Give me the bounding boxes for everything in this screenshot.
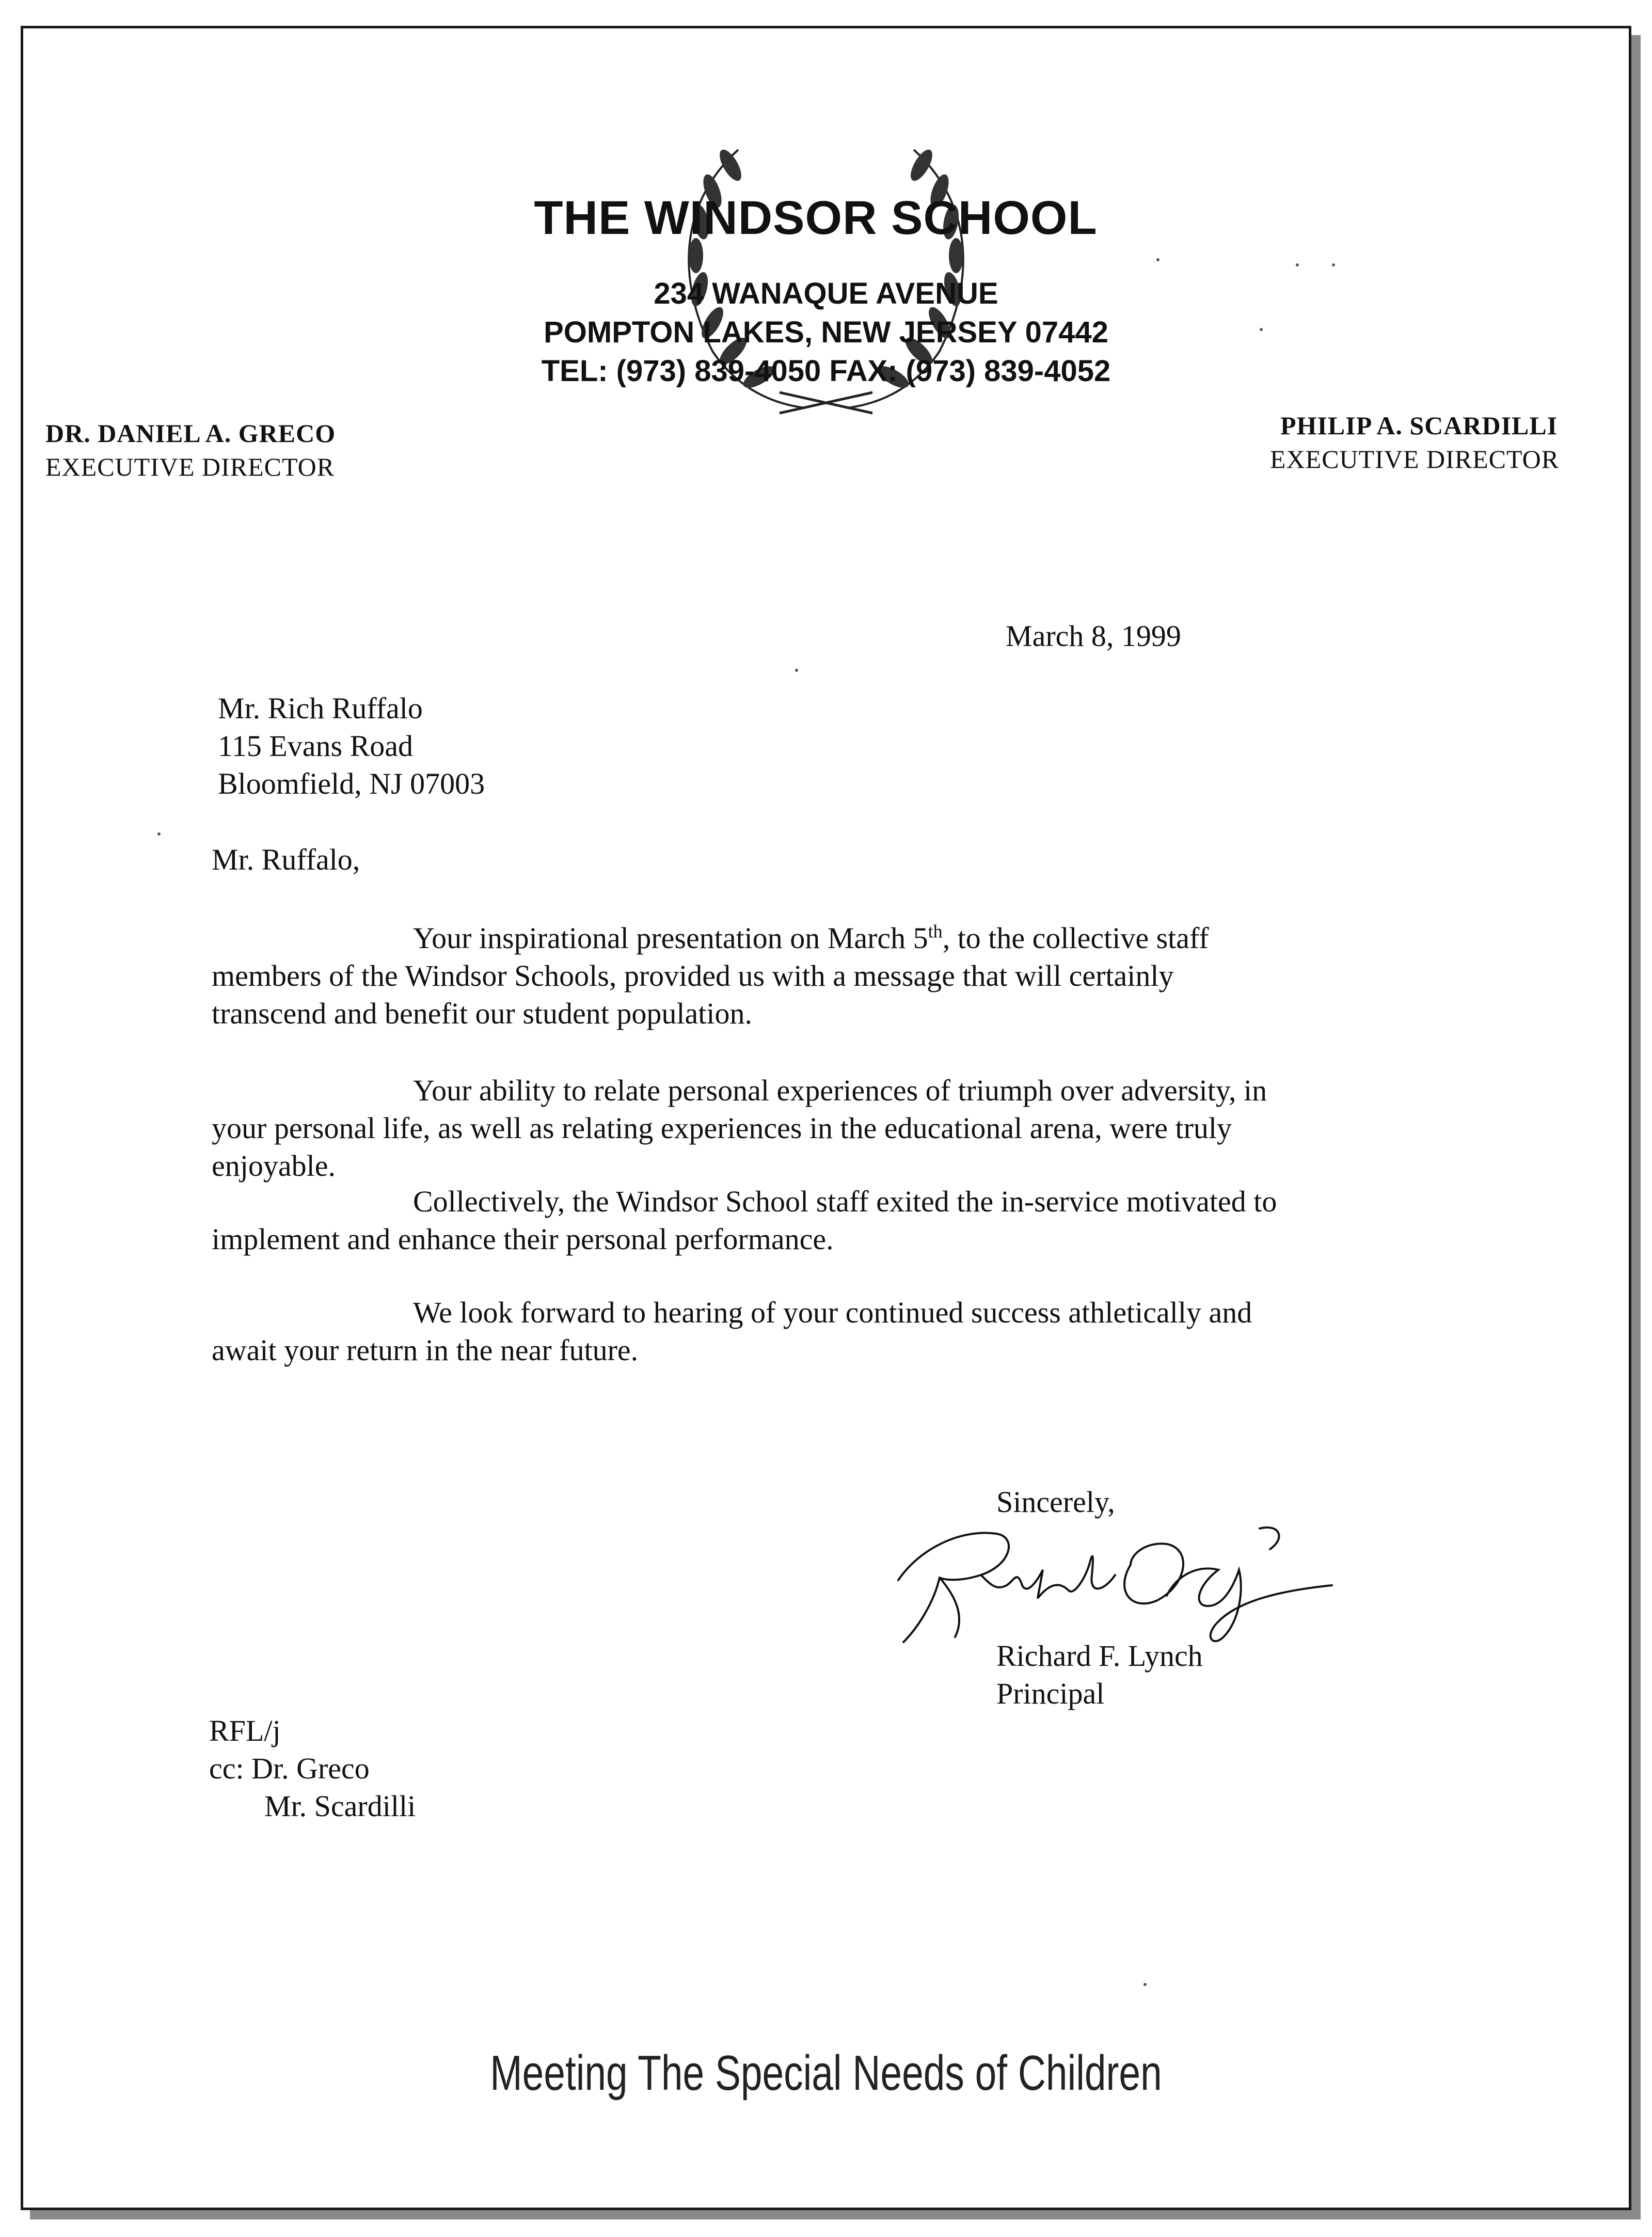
paragraph-line: await your return in the near future. — [212, 1333, 639, 1367]
paragraph-line — [212, 1294, 1378, 1331]
paragraph-4 — [212, 1294, 1378, 1369]
scan-speck — [1156, 258, 1159, 261]
paragraph-text: Your inspirational presentation on March 5 — [413, 921, 928, 955]
scan-speck — [157, 832, 161, 836]
recipient-city: Bloomfield, NJ 07003 — [218, 767, 485, 800]
school-street: 234 WANAQUE AVENUE — [654, 277, 998, 310]
school-name: THE WINDSOR SCHOOL — [534, 192, 1098, 244]
paragraph-3 — [212, 1183, 1378, 1258]
paragraph-line — [212, 1183, 1378, 1220]
paragraph-text: We look forward to hearing of your continued success athletically and — [413, 1296, 1252, 1329]
paragraph-1 — [212, 919, 1378, 1032]
paragraph-line: your personal life, as well as relating experiences in the educational arena, were truly — [212, 1111, 1232, 1145]
paragraph-text: Your ability to relate personal experiences of triumph over adversity, in — [413, 1074, 1267, 1107]
school-city: POMPTON LAKES, NEW JERSEY 07442 — [544, 316, 1108, 349]
scan-speck — [1296, 263, 1299, 266]
paragraph-line: members of the Windsor Schools, provided us with a message that will certainly — [212, 959, 1174, 993]
paragraph-line: enjoyable. — [212, 1149, 336, 1183]
scan-speck — [1260, 328, 1263, 331]
paragraph-line: transcend and benefit our student population. — [212, 997, 752, 1030]
right-director-name: PHILIP A. SCARDILLI — [1280, 411, 1558, 440]
scan-speck — [795, 669, 798, 672]
superscript: th — [928, 921, 943, 942]
typist-initials: RFL/j — [209, 1714, 281, 1747]
recipient-street: 115 Evans Road — [218, 729, 414, 763]
footer-motto: Meeting The Special Needs of Children — [490, 2045, 1162, 2101]
left-director-name: DR. DANIEL A. GRECO — [45, 419, 336, 448]
salutation: Mr. Ruffalo, — [212, 843, 360, 876]
scan-speck — [1143, 1983, 1147, 1986]
paragraph-text: , to the collective staff — [942, 921, 1209, 955]
paragraph-line — [212, 919, 1378, 957]
school-phone: TEL: (973) 839-4050 FAX: (973) 839-4052 — [541, 354, 1111, 388]
handwritten-signature — [888, 1508, 1342, 1652]
left-director-title: EXECUTIVE DIRECTOR — [45, 452, 335, 481]
cc-line-2: Mr. Scardilli — [264, 1789, 416, 1823]
paragraph-text: Collectively, the Windsor School staff exited the in-service motivated to — [413, 1185, 1277, 1218]
signer-title: Principal — [996, 1677, 1105, 1710]
closing: Sincerely, — [996, 1485, 1115, 1519]
paragraph-line: implement and enhance their personal performance. — [212, 1222, 834, 1256]
right-director-title: EXECUTIVE DIRECTOR — [1270, 445, 1560, 474]
recipient-name: Mr. Rich Ruffalo — [218, 691, 423, 725]
scan-speck — [1332, 263, 1335, 266]
letter-date: March 8, 1999 — [1006, 619, 1181, 653]
signer-name: Richard F. Lynch — [996, 1639, 1203, 1673]
cc-line-1: cc: Dr. Greco — [209, 1752, 370, 1785]
paragraph-2 — [212, 1072, 1378, 1185]
paragraph-line — [212, 1072, 1378, 1109]
